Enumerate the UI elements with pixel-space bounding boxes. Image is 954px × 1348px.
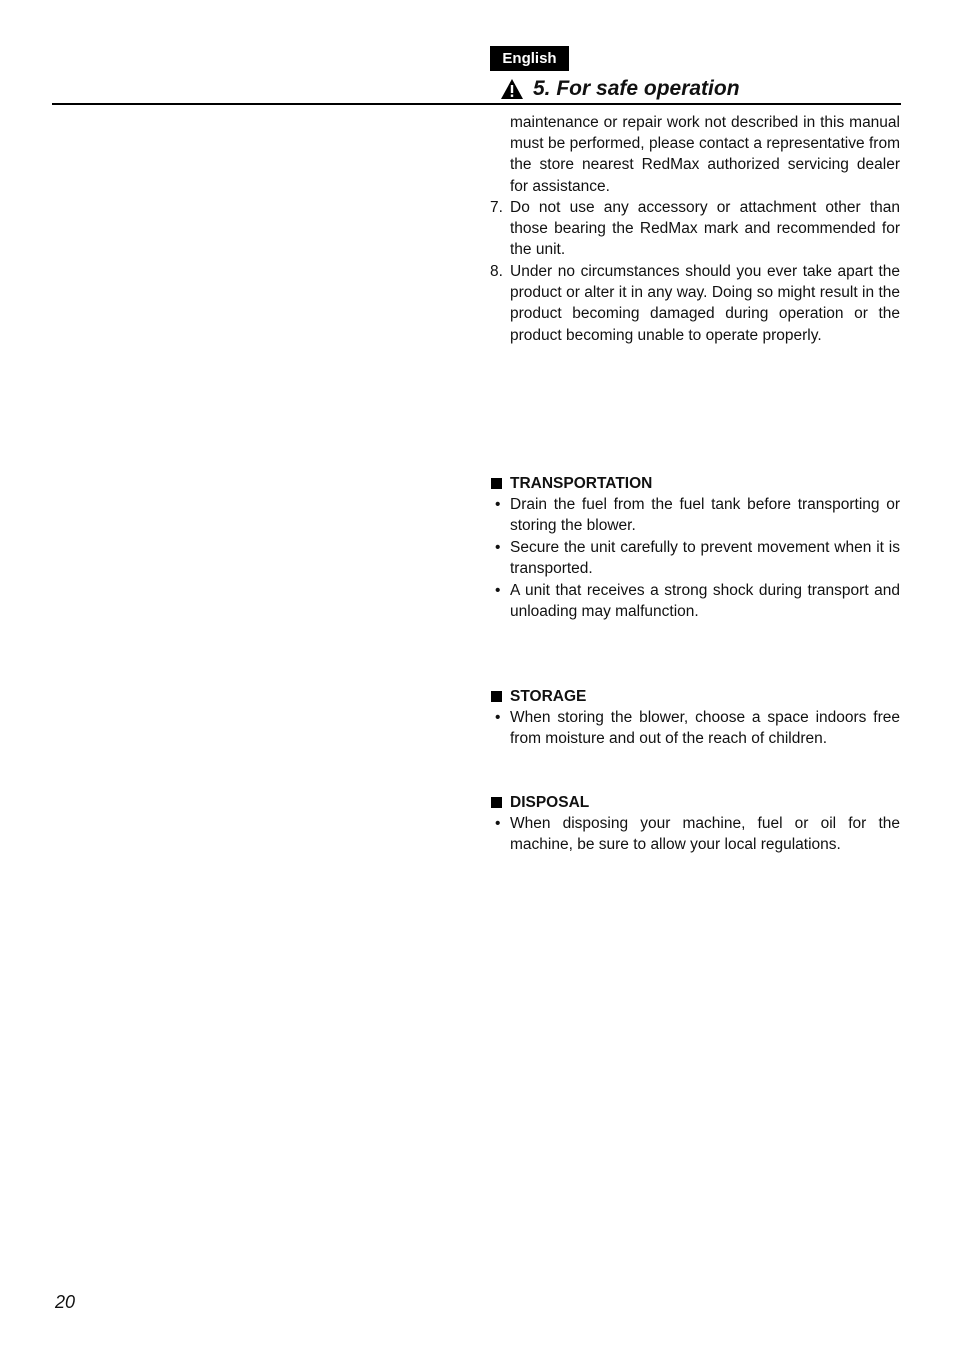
storage-heading xyxy=(490,686,586,707)
bullet-dot-icon: • xyxy=(495,815,501,832)
square-bullet-icon xyxy=(491,797,502,808)
heading-divider xyxy=(52,103,901,105)
item-number: 7. xyxy=(490,199,503,216)
bullet-text: Secure the unit carefully to prevent movement when it is transported. xyxy=(510,539,900,578)
square-bullet-icon xyxy=(491,691,502,702)
language-badge: English xyxy=(490,46,569,71)
square-bullet-icon xyxy=(491,478,502,489)
disposal-heading xyxy=(490,792,589,813)
bullet-dot-icon: • xyxy=(495,496,501,513)
heading-label: STORAGE xyxy=(510,688,587,705)
heading-label: DISPOSAL xyxy=(510,794,590,811)
transportation-heading xyxy=(490,473,652,494)
section-title: 5. For safe operation xyxy=(533,77,740,100)
item-text: Under no circumstances should you ever take apart the product or alter it in any way. Doing so might result in the product becoming damaged during operation or the product becoming unable to operate properly. xyxy=(510,263,900,344)
content-column xyxy=(490,112,900,872)
bullet-text: A unit that receives a strong shock during transport and unloading may malfunction. xyxy=(510,582,900,621)
intro-continuation: maintenance or repair work not described in this manual must be performed, please contact a representative from the store nearest RedMax authorized servicing dealer for assistance. xyxy=(510,114,900,195)
bullet-text: When disposing your machine, fuel or oil for the machine, be sure to allow your local regulations. xyxy=(510,815,900,854)
section-heading xyxy=(500,74,740,104)
item-number: 8. xyxy=(490,263,503,280)
item-text: Do not use any accessory or attachment other than those bearing the RedMax mark and recommended for the unit. xyxy=(510,199,900,259)
bullet-text: Drain the fuel from the fuel tank before transporting or storing the blower. xyxy=(510,496,900,535)
warning-triangle-icon xyxy=(500,78,524,100)
heading-label: TRANSPORTATION xyxy=(510,475,653,492)
bullet-dot-icon: • xyxy=(495,539,501,556)
page-number: 20 xyxy=(55,1292,76,1312)
bullet-text: When storing the blower, choose a space indoors free from moisture and out of the reach of children. xyxy=(510,709,900,748)
bullet-dot-icon: • xyxy=(495,582,501,599)
bullet-dot-icon: • xyxy=(495,709,501,726)
